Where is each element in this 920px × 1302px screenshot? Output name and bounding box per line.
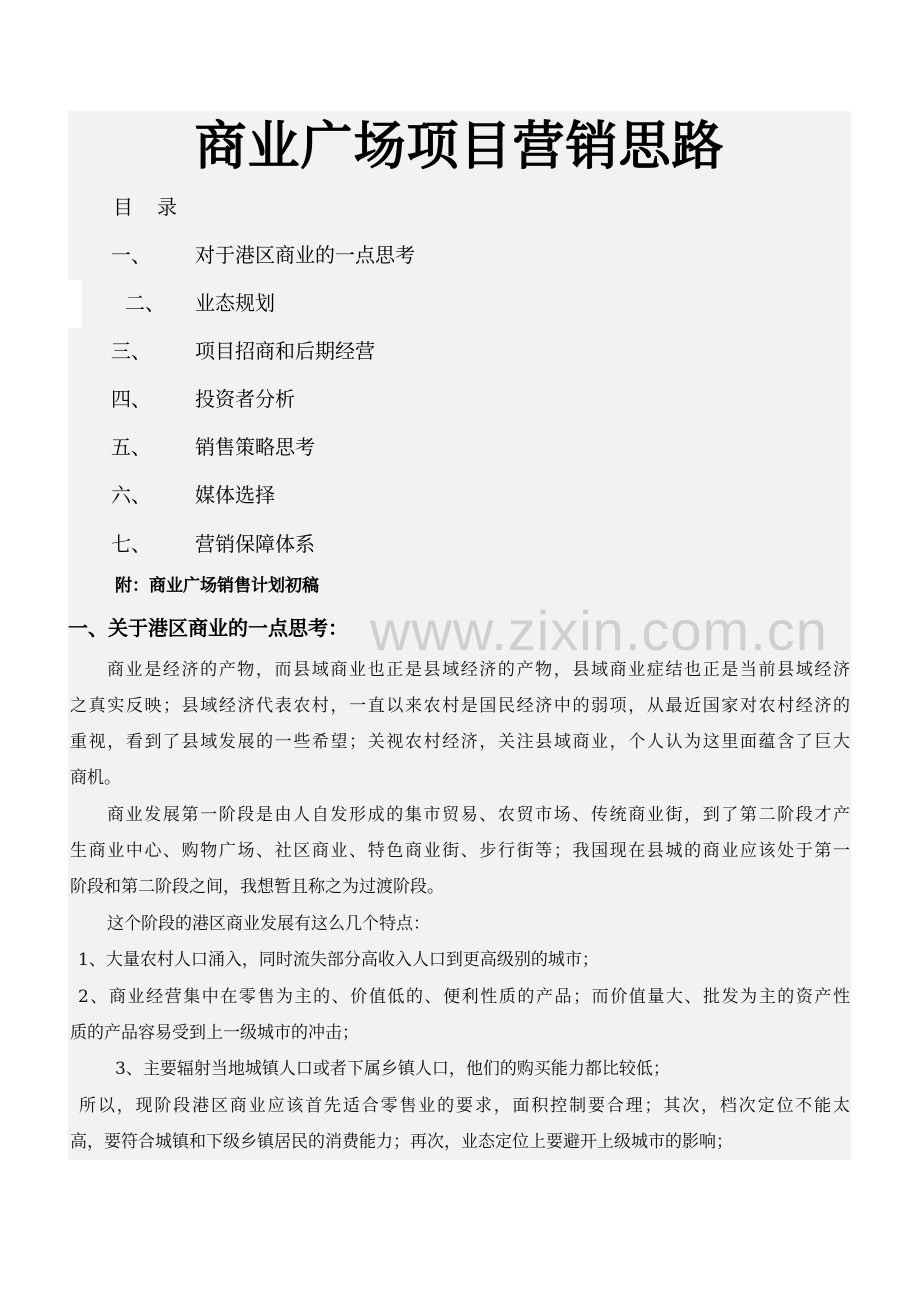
toc-item-label: 营销保障体系 (195, 532, 315, 556)
toc-item-number: 五、 (111, 435, 151, 459)
paragraph-line: 商业发展第一阶段是由人自发形成的集市贸易、农贸市场、传统商业街，到了第二阶段才产 (107, 805, 850, 825)
paragraph-line: 高，要符合城镇和下级乡镇居民的消费能力；再次，业态定位上要避开上级城市的影响； (70, 1132, 733, 1152)
paragraph-line: 之真实反映；县域经济代表农村，一直以来农村是国民经济中的弱项，从最近国家对农村经济的 (70, 696, 850, 716)
toc-item-label: 销售策略思考 (195, 435, 315, 459)
paragraph-line: 生商业中心、购物广场、社区商业、特色商业街、步行街等；我国现在县城的商业应该处于第一 (70, 841, 850, 861)
toc-item-label: 业态规划 (195, 291, 275, 315)
paragraph-line: 重视，看到了县域发展的一些希望；关视农村经济，关注县域商业，个人认为这里面蕴含了巨大 (70, 732, 850, 752)
paragraph-line: 商业是经济的产物，而县域商业也正是县域经济的产物，县域商业症结也正是当前县域经济 (107, 660, 850, 680)
section-heading: 一、关于港区商业的一点思考： (68, 616, 348, 640)
toc-item-number: 七、 (111, 532, 151, 556)
body-list-item (70, 942, 850, 978)
toc-item-label: 项目招商和后期经营 (195, 339, 375, 363)
body-paragraph (70, 906, 850, 942)
paragraph-line: 这个阶段的港区商业发展有这么几个特点： (107, 914, 430, 934)
toc-item-number: 一、 (111, 243, 151, 267)
toc-item-number: 四、 (111, 387, 151, 411)
toc-item-label: 媒体选择 (195, 483, 275, 507)
body-paragraph (70, 652, 850, 796)
body-list-item (70, 1051, 850, 1087)
body-paragraph (70, 797, 850, 905)
toc-heading-char-2: 录 (157, 195, 177, 219)
toc-item-label: 投资者分析 (195, 387, 295, 411)
paragraph-line: 质的产品容易受到上一级城市的冲击； (70, 1023, 359, 1043)
toc-item-number: 六、 (111, 483, 151, 507)
paragraph-line: 2、商业经营集中在零售为主的、价值低的、便利性质的产品；而价值量大、批发为主的资产性 (78, 987, 850, 1007)
paragraph-line: 阶段和第二阶段之间，我想暂且称之为过渡阶段。 (70, 877, 444, 897)
toc-item-number: 二、 (125, 291, 165, 315)
toc-item-label: 对于港区商业的一点思考 (195, 243, 415, 267)
body-list-item (70, 979, 850, 1051)
paragraph-line: 商机。 (70, 768, 121, 788)
page-margin-notch (68, 280, 82, 328)
watermark: www.zixin.com.cn (370, 599, 828, 662)
paragraph-line: 1、大量农村人口涌入，同时流失部分高收入人口到更高级别的城市； (78, 950, 599, 970)
document-title: 商业广场项目营销思路 (194, 117, 725, 177)
toc-appendix: 附：商业广场销售计划初稿 (115, 576, 319, 596)
toc-heading (113, 193, 177, 221)
body-paragraph (70, 1088, 850, 1160)
toc-heading-char-1: 目 (113, 195, 133, 219)
paragraph-line: 3、主要辐射当地城镇人口或者下属乡镇人口，他们的购买能力都比较低； (115, 1059, 670, 1079)
paragraph-line: 所以，现阶段港区商业应该首先适合零售业的要求，面积控制要合理；其次，档次定位不能太 (79, 1096, 850, 1116)
toc-item-number: 三、 (111, 339, 151, 363)
